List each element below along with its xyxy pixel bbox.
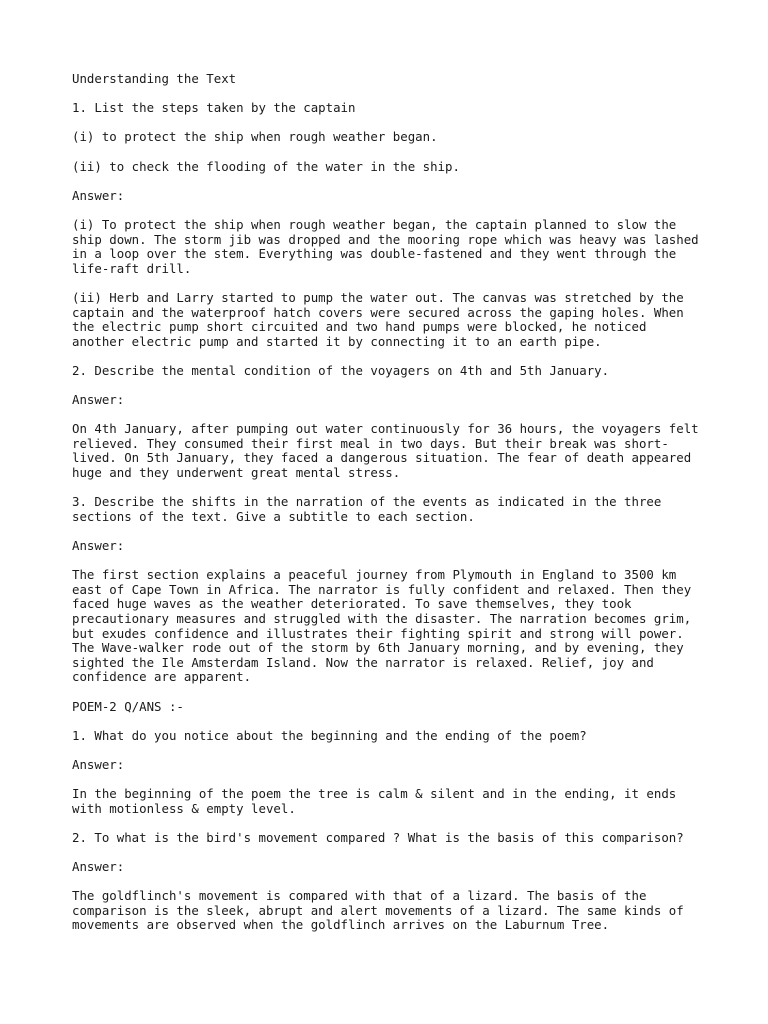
- question-1: 1. List the steps taken by the captain: [72, 100, 356, 116]
- poem-answer-2: The goldflinch's movement is compared with that of a lizard. The basis of the comparison is the sleek, abrupt and alert movements of a lizard. The same kinds of movements are observed when the goldflinch arrives on the Laburnum Tree.: [72, 888, 684, 933]
- question-3: 3. Describe the shifts in the narration of the events as indicated in the three sections of the text. Give a subtitle to each section.: [72, 494, 662, 524]
- question-1-part-ii: (ii) to check the flooding of the water in the ship.: [72, 158, 460, 174]
- poem-answer-1: In the beginning of the poem the tree is calm & silent and in the ending, it ends with motionless & empty level.: [72, 786, 677, 816]
- answer-label: Answer:: [72, 859, 125, 875]
- answer-label: Answer:: [72, 756, 125, 772]
- question-1-part-i: (i) to protect the ship when rough weather began.: [72, 129, 438, 145]
- poem-question-2: 2. To what is the bird's movement compared ? What is the basis of this comparison?: [72, 829, 684, 845]
- answer-1-part-i: (i) To protect the ship when rough weather began, the captain planned to slow the ship down. The storm jib was dropped and the mooring rope which was heavy was lashed in a loop over the stem. Everything was double-fastened and they went through the life-raft drill.: [72, 216, 699, 276]
- question-2: 2. Describe the mental condition of the voyagers on 4th and 5th January.: [72, 362, 610, 378]
- poem-section-heading: POEM-2 Q/ANS :-: [72, 698, 184, 714]
- answer-label: Answer:: [72, 187, 125, 203]
- answer-1-part-ii: (ii) Herb and Larry started to pump the water out. The canvas was stretched by the captain and the waterproof hatch covers were secured across the gaping holes. When the electric pump short circuited and two hand pumps were blocked, he noticed another electric pump and started it by connecting it to an earth pipe.: [72, 289, 684, 349]
- answer-2: On 4th January, after pumping out water continuously for 36 hours, the voyagers felt relieved. They consumed their first meal in two days. But their break was short-lived. On 5th January, they faced a dangerous situation. The fear of death appeared huge and they underwent great mental stress.: [72, 421, 699, 481]
- answer-label: Answer:: [72, 538, 125, 553]
- answer-3: The first section explains a peaceful journey from Plymouth in England to 3500 km east of Cape Town in Africa. The narrator is fully confident and relaxed. Then they faced huge waves as the weather deteriorated. To save themselves, they took precautionary measures and struggled with the disaster. The narration becomes grim, but exudes confidence and illustrates their fighting spirit and strong will power. The Wave-walker rode out of the storm by 6th January morning, and by evening, they sighted the Ile Amsterdam Island. Now the narrator is relaxed. Relief, joy and confidence are apparent.: [72, 567, 692, 685]
- poem-question-1: 1. What do you notice about the beginning and the ending of the poem?: [72, 727, 587, 743]
- answer-label: Answer:: [72, 392, 125, 408]
- section-heading: Understanding the Text: [72, 71, 237, 86]
- document-page: [72, 72, 702, 948]
